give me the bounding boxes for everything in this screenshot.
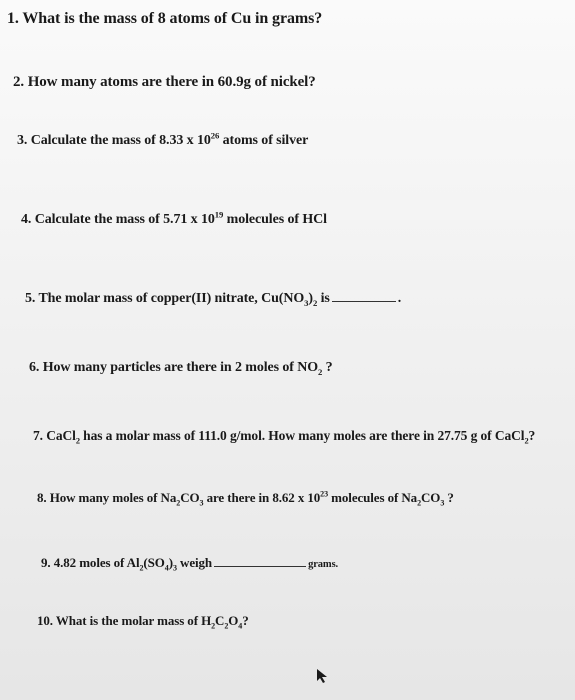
question-10-sub: 2 xyxy=(224,621,229,631)
question-10-text-end: ? xyxy=(242,613,249,628)
question-3 xyxy=(17,130,309,149)
question-7-text-mid: has a molar mass of 111.0 g/mol. How many moles are there in 27.75 g of CaCl xyxy=(79,428,525,443)
question-5-text-mid: ) xyxy=(308,291,313,306)
question-3-exponent: 26 xyxy=(210,130,220,141)
question-9-unit: grams. xyxy=(308,559,339,570)
mouse-pointer-icon xyxy=(316,668,330,689)
question-5-text: 5. The molar mass of copper(II) nitrate, Cu(NO xyxy=(25,291,305,306)
question-8-text: 8. How many moles of Na xyxy=(37,490,177,505)
question-5-sub: 2 xyxy=(312,297,318,308)
question-7-text: 7. CaCl xyxy=(33,428,76,443)
question-8-sub: 3 xyxy=(440,498,445,508)
question-10-text-mid: C xyxy=(215,613,225,628)
question-6 xyxy=(29,360,333,376)
question-8 xyxy=(37,490,454,506)
question-5-period: . xyxy=(397,291,402,306)
question-2 xyxy=(13,74,316,91)
question-9-text: 9. 4.82 moles of Al xyxy=(41,555,140,570)
question-4 xyxy=(21,209,327,228)
question-6-sub: 2 xyxy=(318,366,323,377)
answer-blank-9[interactable] xyxy=(214,565,306,567)
question-8-sub: 2 xyxy=(417,498,421,508)
question-8-text-mid: CO xyxy=(421,490,441,505)
question-3-text-end: atoms of silver xyxy=(219,133,309,148)
question-6-text-end: ? xyxy=(322,360,333,375)
question-5 xyxy=(25,291,401,307)
question-10-text: 10. What is the molar mass of H xyxy=(37,613,212,628)
question-7 xyxy=(33,428,535,444)
question-8-sub: 2 xyxy=(176,498,181,508)
question-3-text: 3. Calculate the mass of 8.33 x 10 xyxy=(17,133,211,148)
question-8-exponent: 23 xyxy=(320,489,329,499)
question-2-text: 2. How many atoms are there in 60.9g of nickel? xyxy=(13,74,316,90)
question-10-sub: 2 xyxy=(211,621,216,631)
question-8-text-mid: molecules of Na xyxy=(328,490,418,505)
question-10-text-mid: O xyxy=(228,613,239,628)
question-1-text: 1. What is the mass of 8 atoms of Cu in grams? xyxy=(7,10,323,27)
question-9-sub: 2 xyxy=(139,563,144,573)
question-9-sub: 4 xyxy=(164,563,169,573)
question-7-text-end: ? xyxy=(528,428,536,443)
question-9-text-mid: (SO xyxy=(143,555,165,570)
question-8-text-mid: CO xyxy=(180,490,200,505)
question-8-text-mid: are there in 8.62 x 10 xyxy=(203,490,321,505)
question-9-text-mid: ) xyxy=(168,555,173,570)
question-10-sub: 4 xyxy=(238,621,243,631)
question-6-text: 6. How many particles are there in 2 moles of NO xyxy=(29,360,319,375)
question-5-text-end: is xyxy=(317,291,330,306)
question-4-text-end: molecules of HCl xyxy=(223,212,327,227)
question-5-sub: 3 xyxy=(304,297,309,308)
question-9 xyxy=(41,555,338,571)
question-9-sub: 3 xyxy=(172,563,177,573)
question-1 xyxy=(7,10,322,28)
question-10 xyxy=(37,613,249,629)
question-8-text-end: ? xyxy=(444,490,454,505)
question-4-text: 4. Calculate the mass of 5.71 x 10 xyxy=(21,212,215,227)
question-8-sub: 3 xyxy=(199,498,204,508)
question-7-sub: 2 xyxy=(524,436,529,446)
question-9-text-end: weigh xyxy=(176,555,213,570)
question-4-exponent: 19 xyxy=(214,209,224,220)
question-7-sub: 2 xyxy=(75,436,80,446)
answer-blank-5[interactable] xyxy=(332,300,396,302)
